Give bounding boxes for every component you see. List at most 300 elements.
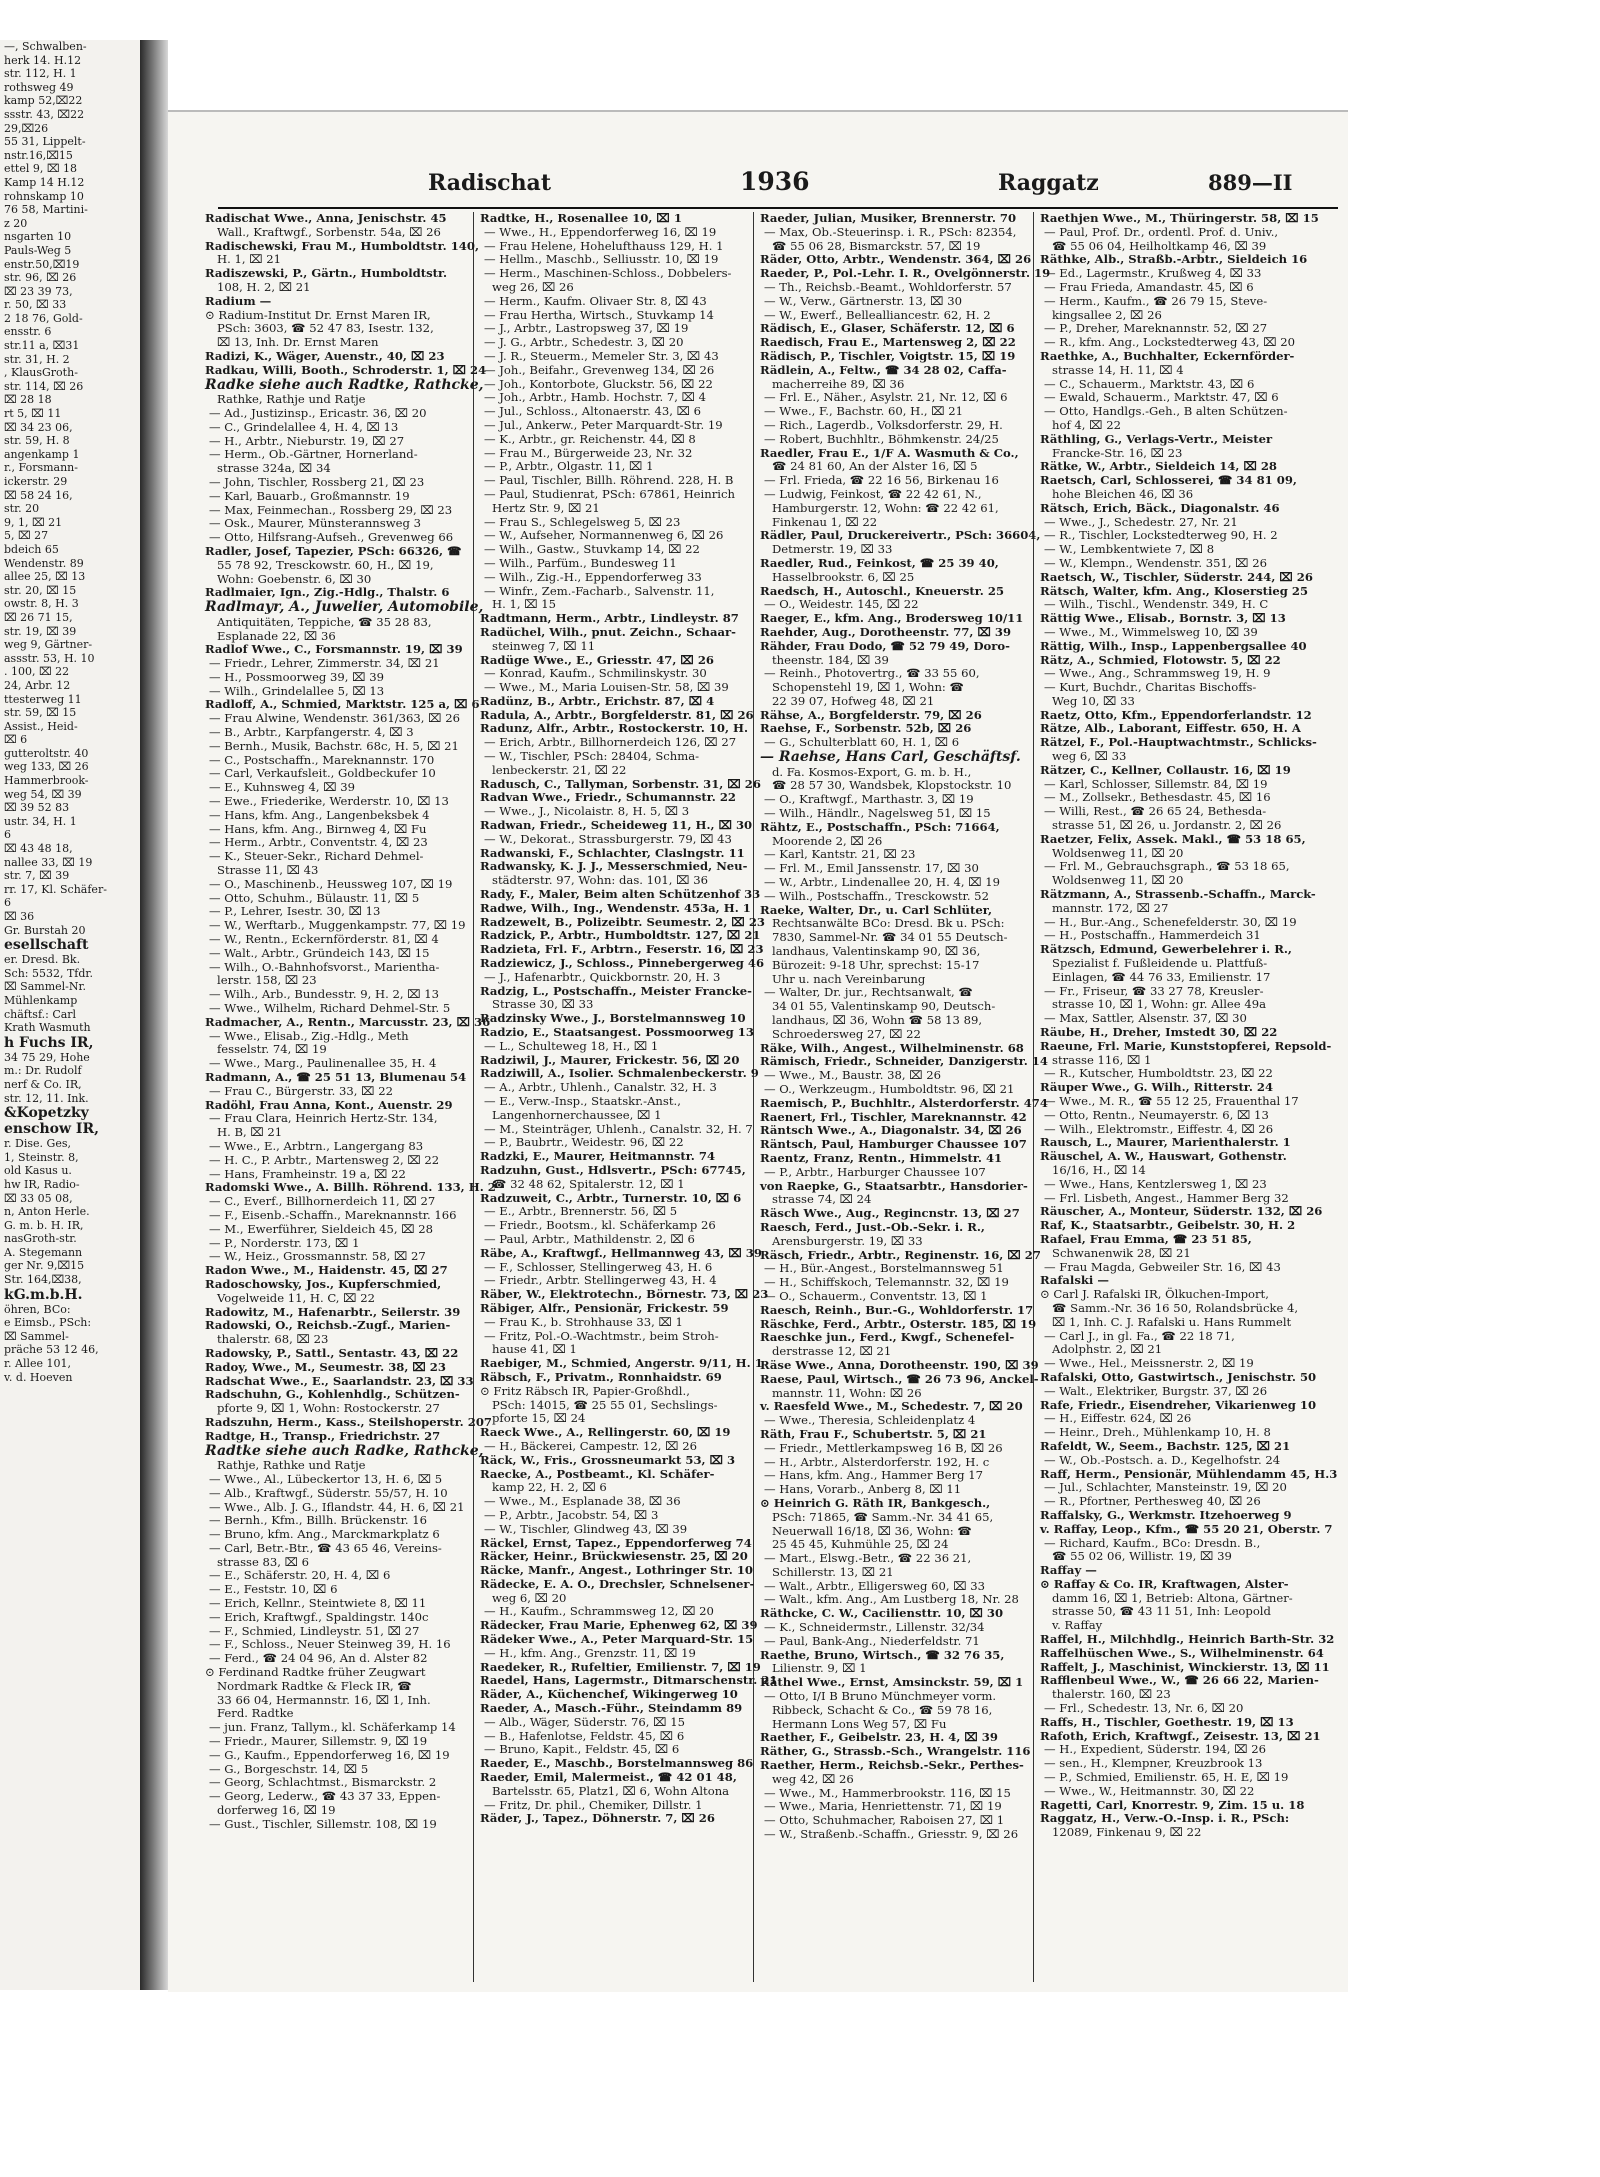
directory-entry: Radomski Wwe., A. Billh. Röhrend. 133, H. 2 <box>205 1180 496 1195</box>
directory-entry: Radtke, H., Rosenallee 10, ⌧ 1 <box>480 211 682 225</box>
left-page-line: 9, 1, ⌧ 21 <box>4 515 63 529</box>
directory-entry: Radöhl, Frau Anna, Kont., Auenstr. 29 <box>205 1097 453 1112</box>
directory-entry: — W., Ewerf., Bellealliancestr. 62, H. 2 <box>764 307 991 322</box>
directory-entry: Antiquitäten, Teppiche, ☎ 35 28 83, <box>217 614 432 629</box>
directory-entry: hof 4, ⌧ 22 <box>1052 417 1121 432</box>
left-page-line: weg 9, Gärtner- <box>4 638 93 652</box>
directory-entry: — Herm., Ob.-Gärtner, Hornerland- <box>209 447 418 462</box>
directory-entry: Raf, K., Staatsarbtr., Geibelstr. 30, H. 2 <box>1040 1218 1296 1233</box>
directory-entry: — E., Schäferstr. 20, H. 4, ⌧ 6 <box>209 1568 391 1583</box>
directory-entry: Rafalski — <box>1040 1273 1109 1288</box>
directory-entry: — Th., Reichsb.-Beamt., Wohldorferstr. 57 <box>764 279 1012 294</box>
directory-entry: Radzinsky Wwe., J., Borstelmannsweg 10 <box>480 1011 746 1026</box>
directory-entry: 108, H. 2, ⌧ 21 <box>217 279 311 294</box>
directory-entry: — H., kfm. Ang., Grenzstr. 11, ⌧ 19 <box>484 1645 696 1660</box>
directory-entry: Räth, Frau F., Schubertstr. 5, ⌧ 21 <box>760 1426 987 1441</box>
directory-entry: Strasse 30, ⌧ 33 <box>492 997 594 1012</box>
directory-entry: — Friedr., Maurer, Sillemstr. 9, ⌧ 19 <box>209 1734 428 1749</box>
directory-entry: Rafeldt, W., Seem., Bachstr. 125, ⌧ 21 <box>1040 1438 1291 1453</box>
directory-entry: mannstr. 172, ⌧ 27 <box>1052 900 1169 915</box>
directory-entry: Lilienstr. 9, ⌧ 1 <box>772 1661 867 1676</box>
directory-entry: Räthel Wwe., Ernst, Amsinckstr. 59, ⌧ 1 <box>760 1675 1024 1690</box>
directory-entry: Radon Wwe., M., Haidenstr. 45, ⌧ 27 <box>205 1263 448 1278</box>
directory-entry: Raenert, Frl., Tischler, Mareknannstr. 42 <box>760 1109 1027 1124</box>
directory-entry: — Herm., Maschinen-Schloss., Dobbelers- <box>484 266 732 281</box>
directory-entry: Räck, W., Fris., Grossneumarkt 53, ⌧ 3 <box>480 1452 736 1467</box>
directory-entry: Raethe, Bruno, Wirtsch., ☎ 32 76 35, <box>760 1647 1005 1662</box>
directory-entry: — Willi, Rest., ☎ 26 65 24, Bethesda- <box>1044 804 1267 819</box>
directory-entry: v. Raffay, Leop., Kfm., ☎ 55 20 21, Oberstr. 7 <box>1040 1521 1333 1536</box>
directory-entry: ☎ 32 48 62, Spitalerstr. 12, ⌧ 1 <box>492 1176 685 1191</box>
directory-entry: Räuscher, A., Monteur, Süderstr. 132, ⌧ 26 <box>1040 1204 1323 1219</box>
directory-entry: Bartelsstr. 65, Platz1, ⌧ 6, Wohn Altona <box>492 1783 730 1798</box>
directory-entry: — Karl, Schlosser, Sillemstr. 84, ⌧ 19 <box>1044 776 1268 791</box>
directory-entry: H. B, ⌧ 21 <box>217 1125 283 1140</box>
directory-entry: Raemisch, P., Buchhltr., Alsterdorferstr. 474 <box>760 1095 1048 1110</box>
directory-entry: Radoschowsky, Jos., Kupferschmied, <box>205 1276 442 1291</box>
directory-entry: — Hans, kfm. Ang., Langenbeksbek 4 <box>209 807 430 822</box>
directory-entry: Raetsch, Carl, Schlosserei, ☎ 34 81 09, <box>1040 473 1297 488</box>
directory-entry: — Max, Sattler, Alsenstr. 37, ⌧ 30 <box>1044 1011 1247 1026</box>
directory-entry: Radmacher, A., Rentn., Marcusstr. 23, ⌧ 36 <box>205 1014 491 1029</box>
directory-entry: Radowitz, M., Hafenarbtr., Seilerstr. 39 <box>205 1304 461 1319</box>
left-page-line: ⌧ 36 <box>4 910 35 923</box>
directory-entry: Wohn: Goebenstr. 6, ⌧ 30 <box>217 571 372 586</box>
left-page-line: str. 96, ⌧ 26 <box>4 271 77 285</box>
directory-entry: — Wwe., M., Wimmelsweg 10, ⌧ 39 <box>1044 624 1258 639</box>
left-page-line: &Kopetzky <box>4 1105 89 1122</box>
directory-entry: Rätz, A., Schmied, Flotowstr. 5, ⌧ 22 <box>1040 652 1281 667</box>
directory-entry: — Fritz, Pol.-O.-Wachtmstr., beim Stroh- <box>484 1328 719 1343</box>
left-page-line: ⌧ 39 52 83 <box>4 801 70 815</box>
directory-entry: ☎ Samm.-Nr. 36 16 50, Rolandsbrücke 4, <box>1052 1300 1299 1315</box>
directory-entry: — W., Verw., Gärtnerstr. 13, ⌧ 30 <box>764 293 962 308</box>
left-page-line: enstr.50,⌧19 <box>4 257 80 271</box>
directory-entry: — G., Kaufm., Eppendorferweg 16, ⌧ 19 <box>209 1747 450 1762</box>
directory-entry: Moorende 2, ⌧ 26 <box>772 833 883 848</box>
directory-entry: Radunz, Alfr., Arbtr., Rostockerstr. 10, H. <box>480 721 749 736</box>
directory-entry: — Reinh., Photovertrg., ☎ 33 55 60, <box>764 666 980 681</box>
directory-entry: — Frau Alwine, Wendenstr. 361/363, ⌧ 26 <box>209 711 460 726</box>
directory-entry: — Wwe., J., Nicolaistr. 8, H. 5, ⌧ 3 <box>484 804 690 819</box>
left-page-line: 29,⌧26 <box>4 121 49 135</box>
left-page-line: owstr. 8, H. 3 <box>4 597 79 611</box>
directory-entry: — H. C., P. Arbtr., Martensweg 2, ⌧ 22 <box>209 1152 440 1167</box>
left-page-line: ⌧ Sammel- <box>4 1329 69 1343</box>
directory-entry: — Frau C., Bürgerstr. 33, ⌧ 22 <box>209 1083 393 1098</box>
directory-entry: — O., Werkzeugm., Humboldtstr. 96, ⌧ 21 <box>764 1082 1015 1096</box>
directory-entry: Esplanade 22, ⌧ 36 <box>217 628 336 643</box>
directory-entry: Raedler, Rud., Feinkost, ☎ 25 39 40, <box>760 555 999 570</box>
directory-entry: — Frl. M., Emil Janssenstr. 17, ⌧ 30 <box>764 861 979 876</box>
left-page-line: 55 31, Lippelt- <box>4 135 86 149</box>
directory-entry: — Jul., Schloss., Altonaerstr. 43, ⌧ 6 <box>484 404 701 419</box>
directory-entry: Räbsch, F., Privatm., Ronnhaidstr. 69 <box>480 1369 722 1384</box>
left-page-line: ⌧ Sammel-Nr. <box>4 980 87 994</box>
directory-entry: thalerstr. 160, ⌧ 23 <box>1052 1687 1171 1702</box>
directory-entry: Rähder, Frau Dodo, ☎ 52 79 49, Doro- <box>760 638 1010 653</box>
directory-entry: Raeschke jun., Ferd., Kwgf., Schenefel- <box>760 1330 1015 1345</box>
directory-entry: Detmerstr. 19, ⌧ 33 <box>772 542 893 557</box>
left-page-line: A. Stegemann <box>4 1245 83 1259</box>
directory-entry: — Wwe., Theresia, Schleidenplatz 4 <box>764 1413 976 1428</box>
left-page-line: ickerstr. 29 <box>4 475 68 488</box>
directory-entry: — Wwe., Elisab., Zig.-Hdlg., Meth <box>209 1028 409 1043</box>
directory-entry: ⊙ Carl J. Rafalski IR, Ölkuchen-Import, <box>1040 1287 1269 1302</box>
directory-entry: — E., Feststr. 10, ⌧ 6 <box>209 1582 338 1597</box>
directory-entry: — Herm., Kaufm., ☎ 26 79 15, Steve- <box>1044 293 1268 308</box>
directory-entry: — R., Kutscher, Humboldtstr. 23, ⌧ 22 <box>1044 1066 1273 1081</box>
directory-entry: kingsallee 2, ⌧ 26 <box>1052 307 1162 322</box>
directory-entry: — Alb., Wäger, Süderstr. 76, ⌧ 15 <box>484 1714 685 1729</box>
left-page-line: ensstr. 6 <box>4 325 52 339</box>
left-page-line: 5, ⌧ 27 <box>4 529 49 543</box>
left-page-line: r., Forsmann- <box>4 461 78 475</box>
left-page-line: weg 54, ⌧ 39 <box>4 787 82 801</box>
directory-entry: Wall., Kraftwgf., Sorbenstr. 54a, ⌧ 26 <box>217 224 441 239</box>
directory-entry: — C., Everf., Billhornerdeich 11, ⌧ 27 <box>209 1194 436 1209</box>
directory-entry: ☎ 55 06 28, Bismarckstr. 57, ⌧ 19 <box>772 238 981 253</box>
directory-entry: — R., kfm. Ang., Lockstedterweg 43, ⌧ 20 <box>1044 335 1296 350</box>
directory-entry: — Hans, kfm. Ang., Hammer Berg 17 <box>764 1468 983 1483</box>
directory-entry: — M., Ewerführer, Sieldeich 45, ⌧ 28 <box>209 1221 434 1236</box>
directory-entry: — Carl J., in gl. Fa., ☎ 22 18 71, <box>1044 1328 1235 1343</box>
directory-entry: Raeune, Frl. Marie, Kunststopferei, Repsold- <box>1040 1038 1332 1053</box>
directory-entry: — Joh., Kontorbote, Gluckstr. 56, ⌧ 22 <box>484 376 713 391</box>
directory-entry: — Wwe., Maria, Henriettenstr. 71, ⌧ 19 <box>764 1799 1002 1814</box>
directory-entry: Raehder, Aug., Dorotheenstr. 77, ⌧ 39 <box>760 624 1012 639</box>
directory-entry: ⊙ Ferdinand Radtke früher Zeugwart <box>205 1665 426 1680</box>
directory-entry: Rätze, Alb., Laborant, Eiffestr. 650, H. A <box>1040 721 1301 736</box>
header-rule <box>218 207 1338 209</box>
directory-entry: Radler, Josef, Tapezier, PSch: 66326, ☎ <box>205 543 462 558</box>
directory-entry: — C., Schauerm., Marktstr. 43, ⌧ 6 <box>1044 376 1255 391</box>
left-page-line: str. 7, ⌧ 39 <box>4 869 70 883</box>
directory-entry: strasse 324a, ⌧ 34 <box>217 461 331 476</box>
directory-entry: lenbeckerstr. 21, ⌧ 22 <box>492 762 627 777</box>
directory-entry: Raeke, Walter, Dr., u. Carl Schlüter, <box>760 902 992 917</box>
directory-entry: Schroedersweg 27, ⌧ 22 <box>772 1026 921 1041</box>
directory-entry: Raethke, A., Buchhalter, Eckernförder- <box>1040 348 1295 363</box>
directory-entry: — Wwe., M., Hammerbrookstr. 116, ⌧ 15 <box>764 1785 1011 1800</box>
left-page-line: ustr. 34, H. 1 <box>4 814 77 828</box>
directory-entry: Radowski, O., Reichsb.-Zugf., Marien- <box>205 1318 451 1333</box>
directory-entry: Raether, Herm., Reichsb.-Sekr., Perthes- <box>760 1758 1024 1773</box>
directory-entry: Raether, F., Geibelstr. 23, H. 4, ⌧ 39 <box>760 1730 998 1745</box>
directory-entry: — R., Tischler, Lockstedterweg 90, H. 2 <box>1044 528 1278 543</box>
left-page-line: nallee 33, ⌧ 19 <box>4 855 93 869</box>
left-page-line: ssstr. 43, ⌧22 <box>4 107 85 121</box>
directory-entry: ⊙ Heinrich G. Räth IR, Bankgesch., <box>760 1495 991 1510</box>
directory-entry: — P., Lehrer, Isestr. 30, ⌧ 13 <box>209 904 381 919</box>
left-page-line: ⌧ 23 39 73, <box>4 284 73 298</box>
directory-entry: Raentz, Franz, Rentn., Himmelstr. 41 <box>760 1150 1003 1165</box>
directory-entry: — Karl, Bauarb., Großmannstr. 19 <box>209 488 410 503</box>
directory-entry: strasse 50, ☎ 43 11 51, Inh: Leopold <box>1052 1604 1271 1619</box>
directory-entry: — G., Schulterblatt 60, H. 1, ⌧ 6 <box>764 735 960 750</box>
directory-entry: — J. R., Steuerm., Memeler Str. 3, ⌧ 43 <box>484 348 719 363</box>
directory-entry: — Walt., kfm. Ang., Am Lustberg 18, Nr. 28 <box>764 1592 1019 1607</box>
directory-entry: — Jul., Schlachter, Mansteinstr. 19, ⌧ 20 <box>1044 1480 1287 1495</box>
left-page-line: 34 75 29, Hohe <box>4 1050 90 1064</box>
directory-entry: — Paul, Tischler, Billh. Röhrend. 228, H. B <box>484 473 734 488</box>
left-page-line: ettel 9, ⌧ 18 <box>4 162 78 176</box>
directory-entry: — B., Arbtr., Karpfangerstr. 4, ⌧ 3 <box>209 725 414 740</box>
directory-entry: — Konrad, Kaufm., Schmilinskystr. 30 <box>484 666 707 681</box>
directory-entry: Radzick, P., Arbtr., Humboldtstr. 127, ⌧ 21 <box>480 928 761 943</box>
left-page-line: ⌧ 6 <box>4 733 28 747</box>
directory-entry: — Friedr., Bootsm., kl. Schäferkamp 26 <box>484 1218 716 1233</box>
directory-entry: Raedel, Hans, Lagermstr., Ditmarschenstr. 21 <box>480 1673 778 1688</box>
directory-entry: — Wwe., Hel., Meissnerstr. 2, ⌧ 19 <box>1044 1356 1254 1371</box>
directory-entry: — Wwe., Al., Lübeckertor 13, H. 6, ⌧ 5 <box>209 1471 443 1486</box>
directory-entry: Radwanski, F., Schlachter, Claslngstr. 11 <box>480 845 745 860</box>
directory-entry: Räber, W., Elektrotechn., Börnestr. 73, ⌧ 23 <box>480 1287 769 1302</box>
left-page-line: assstr. 53, H. 10 <box>4 651 95 665</box>
left-page-line: str. 20 <box>4 502 40 516</box>
left-page-line: str. 112, H. 1 <box>4 67 77 81</box>
directory-columns <box>205 211 1338 1982</box>
directory-entry: — Frau Frieda, Amandastr. 45, ⌧ 6 <box>1044 279 1254 294</box>
directory-entry: — J., Hafenarbtr., Quickbornstr. 20, H. 3 <box>484 969 721 984</box>
directory-entry: — Frau Hertha, Wirtsch., Stuvkamp 14 <box>484 307 714 322</box>
directory-entry: Radschuhn, G., Kohlenhdlg., Schützen- <box>205 1387 460 1402</box>
directory-entry: Bürozeit: 9-18 Uhr, sprechst: 15-17 <box>772 957 980 972</box>
directory-entry: — Wwe., H., Eppendorferweg 16, ⌧ 19 <box>484 224 717 239</box>
directory-entry: Radwe, Wilh., Ing., Wendenstr. 453a, H. 1 <box>480 900 751 915</box>
directory-entry: Rätzsch, Edmund, Gewerbelehrer i. R., <box>1040 942 1292 957</box>
directory-entry: 22 39 07, Hofweg 48, ⌧ 21 <box>772 693 935 708</box>
directory-entry: Rätsch, Walter, kfm. Ang., Kloserstieg 25 <box>1040 583 1309 598</box>
directory-entry: Räke, Wilh., Angest., Wilhelminenstr. 68 <box>760 1040 1024 1055</box>
left-page-line: öhren, BCo: <box>4 1302 71 1316</box>
directory-entry: Rähse, A., Borgfelderstr. 79, ⌧ 26 <box>760 707 982 722</box>
directory-entry: lerstr. 158, ⌧ 23 <box>217 973 317 988</box>
directory-entry: — H., Bäckerei, Campestr. 12, ⌧ 26 <box>484 1438 697 1453</box>
directory-entry: Raffelhüschen Wwe., S., Wilhelminenstr. 64 <box>1040 1645 1324 1660</box>
directory-entry: PSch: 3603, ☎ 52 47 83, Isestr. 132, <box>217 321 434 336</box>
left-page-line: chäftsf.: Carl <box>4 1007 77 1021</box>
directory-entry: — Frl. M., Gebrauchsgraph., ☎ 53 18 65, <box>1044 859 1290 874</box>
directory-entry: — Rich., Lagerdb., Volksdorferstr. 29, H. <box>764 417 1003 432</box>
directory-entry: — Paul, Prof. Dr., ordentl. Prof. d. Univ., <box>1044 224 1279 239</box>
directory-entry: Radloff, A., Schmied, Marktstr. 125 a, ⌧ 6 <box>205 697 480 712</box>
directory-entry: Rädeker Wwe., A., Peter Marquard-Str. 15 <box>480 1632 754 1647</box>
directory-entry: Raeger, E., kfm. Ang., Brodersweg 10/11 <box>760 611 1024 626</box>
directory-entry: — Paul, Arbtr., Mathildenstr. 2, ⌧ 6 <box>484 1231 695 1246</box>
directory-entry: H. 1, ⌧ 15 <box>492 597 557 612</box>
directory-entry: — C., Postschaffn., Mareknannstr. 170 <box>209 752 435 767</box>
left-page-line: Assist., Heid- <box>4 719 78 733</box>
directory-entry: Raeder, P., Pol.-Lehr. I. R., Ovelgönnerstr. 19 <box>760 266 1051 281</box>
left-page-line: Mühlenkamp <box>4 993 78 1007</box>
directory-entry: Neuerwall 16/18, ⌧ 36, Wohn: ☎ <box>772 1523 972 1538</box>
directory-entry: Schillerstr. 13, ⌧ 21 <box>772 1564 894 1579</box>
left-page-line: str. 12, 11. Ink. <box>4 1091 89 1105</box>
directory-entry: — Walt., Arbtr., Gründeich 143, ⌧ 15 <box>209 945 430 960</box>
directory-entry: — Frau S., Schlegelsweg 5, ⌧ 23 <box>484 514 681 529</box>
directory-entry: Radzewelt, B., Polizeibtr. Seumestr. 2, ⌧ 23 <box>480 914 765 929</box>
directory-entry: — W., Tischler, Glindweg 43, ⌧ 39 <box>484 1521 688 1536</box>
directory-entry: — Ad., Justizinsp., Ericastr. 36, ⌧ 20 <box>209 405 427 420</box>
directory-entry: — W., Arbtr., Lindenallee 20, H. 4, ⌧ 19 <box>764 875 1001 890</box>
directory-entry: Langenhornerchaussee, ⌧ 1 <box>492 1107 662 1122</box>
directory-entry: — W., Ob.-Postsch. a. D., Kegelhofstr. 24 <box>1044 1452 1281 1467</box>
directory-entry: Spezialist f. Fußleidende u. Plattfuß- <box>1052 956 1268 971</box>
directory-entry: — O., Schauerm., Conventstr. 13, ⌧ 1 <box>764 1288 988 1303</box>
directory-entry: Radischat Wwe., Anna, Jenischstr. 45 <box>205 211 447 225</box>
directory-entry: PSch: 71865, ☎ Samm.-Nr. 34 41 65, <box>772 1509 994 1524</box>
directory-entry: — Walter, Dr. jur., Rechtsanwalt, ☎ <box>764 985 973 1000</box>
directory-entry: Räther, G., Strassb.-Sch., Wrangelstr. 116 <box>760 1744 1031 1759</box>
directory-entry: — Mart., Elswg.-Betr., ☎ 22 36 21, <box>764 1551 972 1566</box>
directory-entry: — H., Expedient, Süderstr. 194, ⌧ 26 <box>1044 1742 1266 1757</box>
left-page-line: , KlausGroth- <box>4 366 78 380</box>
left-page-line: er. Dresd. Bk. <box>4 953 81 967</box>
directory-entry: fesselstr. 74, ⌧ 19 <box>217 1042 327 1057</box>
directory-entry: — Wwe., J., Schedestr. 27, Nr. 21 <box>1044 514 1238 529</box>
left-page-line: rohnskamp 10 <box>4 189 84 203</box>
directory-entry: Raff, Herm., Pensionär, Mühlendamm 45, H.3 <box>1040 1466 1338 1481</box>
left-page-line: Str. 164,⌧38, <box>4 1273 82 1287</box>
directory-entry: — Wwe., E., Arbtrn., Langergang 83 <box>209 1138 424 1153</box>
directory-entry: Raedsch, H., Autoschl., Kneuerstr. 25 <box>760 583 1005 598</box>
directory-entry: — Herm., Kaufm. Olivaer Str. 8, ⌧ 43 <box>484 293 707 308</box>
directory-entry: Raggatz, H., Verw.-O.-Insp. i. R., PSch: <box>1040 1811 1290 1826</box>
left-page-line: str. 20, ⌧ 15 <box>4 583 77 597</box>
directory-entry: — Bruno, Kapit., Feldstr. 45, ⌧ 6 <box>484 1742 680 1757</box>
directory-entry: Ragetti, Carl, Knorrestr. 9, Zim. 15 u. 18 <box>1040 1797 1305 1812</box>
directory-entry: — H., Eiffestr. 624, ⌧ 26 <box>1044 1411 1192 1426</box>
left-page-line: hw IR, Radio- <box>4 1177 80 1191</box>
directory-entry: — M., Steinträger, Uhlenh., Canalstr. 32, H. 7 <box>484 1121 753 1136</box>
column-3 <box>760 211 1051 1982</box>
directory-entry: Raffel, H., Milchhdlg., Heinrich Barth-Str. 32 <box>1040 1632 1335 1647</box>
directory-entry: Rädler, Paul, Druckereivertr., PSch: 36604, <box>760 528 1041 543</box>
directory-entry: — O., Weidestr. 145, ⌧ 22 <box>764 597 919 612</box>
directory-entry: — Frau K., b. Strohhause 33, ⌧ 1 <box>484 1314 683 1329</box>
directory-entry: — Wilh., Tischl., Wendenstr. 349, H. C <box>1044 597 1269 612</box>
left-page-line: str. 59, H. 8 <box>4 434 70 448</box>
directory-entry: — Wilh., Grindelallee 5, ⌧ 13 <box>209 683 385 698</box>
left-page-line: bdeich 65 <box>4 542 59 556</box>
directory-page <box>168 110 1348 1992</box>
directory-entry: Adolphstr. 2, ⌧ 21 <box>1052 1342 1163 1357</box>
directory-entry: Woldsenweg 11, ⌧ 20 <box>1052 845 1184 860</box>
header-year: 1936 <box>740 167 810 196</box>
directory-entry: — P., Arbtr., Harburger Chaussee 107 <box>764 1164 986 1179</box>
directory-entry: — W., Aufseher, Normannenweg 6, ⌧ 26 <box>484 528 724 543</box>
directory-entry: Nordmark Radtke & Fleck IR, ☎ <box>217 1678 412 1693</box>
left-page-line: Krath Wasmuth <box>4 1021 91 1035</box>
directory-entry: strasse 74, ⌧ 24 <box>772 1192 872 1207</box>
directory-entry: Räcke, Manfr., Angest., Lothringer Str. 10 <box>480 1563 753 1578</box>
left-page-line: ger Nr. 9,⌧15 <box>4 1259 85 1273</box>
left-page-line: weg 133, ⌧ 26 <box>4 760 89 774</box>
directory-entry: Finkenau 1, ⌧ 22 <box>772 514 878 529</box>
directory-entry: Räntsch, Paul, Hamburger Chaussee 107 <box>760 1137 1027 1152</box>
directory-entry: Raeck Wwe., A., Rellingerstr. 60, ⌧ 19 <box>480 1425 731 1440</box>
directory-entry: 55 78 92, Tresckowstr. 60, H., ⌧ 19, <box>217 557 434 572</box>
directory-entry: — K., Steuer-Sekr., Richard Dehmel- <box>209 849 424 864</box>
directory-entry: — Wilh., O.-Bahnhofsvorst., Marientha- <box>209 959 440 974</box>
directory-entry: Rady, F., Maler, Beim alten Schützenhof 33 <box>480 887 761 902</box>
left-page-line: n, Anton Herle. <box>4 1205 90 1219</box>
directory-entry: Räsch Wwe., Aug., Regincnstr. 13, ⌧ 27 <box>760 1206 1020 1221</box>
directory-entry: Raffelt, J., Maschinist, Winckierstr. 13, ⌧ 11 <box>1040 1659 1330 1674</box>
directory-entry: Raetz, Otto, Kfm., Eppendorferlandstr. 12 <box>1040 707 1312 722</box>
left-page-line: Kamp 14 H.12 <box>4 175 85 189</box>
directory-entry: Rathke, Rathje und Ratje <box>217 392 366 407</box>
directory-entry: — Friedr., Mettlerkampsweg 16 B, ⌧ 26 <box>764 1440 1003 1455</box>
directory-entry: Schopenstehl 19, ⌧ 1, Wohn: ☎ <box>772 680 964 695</box>
directory-entry: PSch: 14015, ☎ 25 55 01, Sechslings- <box>492 1397 718 1412</box>
directory-entry: — O., Kraftwgf., Marthastr. 3, ⌧ 19 <box>764 792 974 807</box>
directory-entry: — Erich, Arbtr., Billhornerdeich 126, ⌧ 27 <box>484 735 737 750</box>
directory-entry: Radizi, K., Wäger, Auenstr., 40, ⌧ 23 <box>205 348 445 363</box>
left-page-line: ⌧ 28 18 <box>4 393 52 407</box>
directory-entry: Radiszewski, P., Gärtn., Humboldtstr. <box>205 266 448 281</box>
directory-entry: — H., Arbtr., Nieburstr. 19, ⌧ 27 <box>209 433 405 448</box>
directory-entry: — F., Schmied, Lindleystr. 51, ⌧ 27 <box>209 1623 420 1638</box>
directory-entry: — Frl. E., Näher., Asylstr. 21, Nr. 12, ⌧ 6 <box>764 390 1008 405</box>
directory-entry: pforte 15, ⌧ 24 <box>492 1411 586 1426</box>
directory-entry: Räuschel, A. W., Hauswart, Gothenstr. <box>1040 1149 1287 1164</box>
directory-entry: — Wilh., Elektromstr., Eiffestr. 4, ⌧ 26 <box>1044 1121 1274 1136</box>
left-page-line: nerf & Co. IR, <box>4 1077 82 1091</box>
directory-entry: Räsch, Friedr., Arbtr., Reginenstr. 16, ⌧ 27 <box>760 1247 1041 1262</box>
directory-entry: Radmann, A., ☎ 25 51 13, Blumenau 54 <box>205 1070 467 1084</box>
directory-entry: — H., Arbtr., Alsterdorferstr. 192, H. c <box>764 1454 990 1469</box>
left-page-line: m.: Dr. Rudolf <box>4 1064 82 1078</box>
directory-entry: Räthke, Alb., Straßb.-Arbtr., Sieldeich 16 <box>1040 252 1308 267</box>
left-page-line: kamp 52,⌧22 <box>4 94 83 108</box>
left-page-line: 6 <box>4 828 11 842</box>
directory-entry: Räbiger, Alfr., Pensionär, Frickestr. 59 <box>480 1300 729 1315</box>
directory-entry: ⊙ Fritz Räbsch IR, Papier-Großhdl., <box>480 1383 690 1398</box>
directory-entry: — Paul, Bank-Ang., Niederfeldstr. 71 <box>764 1633 980 1648</box>
left-page-line: r. 50, ⌧ 33 <box>4 298 67 312</box>
directory-entry: Radzig, L., Postschaffn., Meister Francke- <box>480 983 752 998</box>
directory-entry: Radzuweit, C., Arbtr., Turnerstr. 10, ⌧ 6 <box>480 1190 742 1205</box>
page-number: 889—II <box>1208 170 1293 195</box>
directory-entry: Raetsch, W., Tischler, Süderstr. 244, ⌧ 26 <box>1040 569 1313 584</box>
directory-entry: — J., Arbtr., Lastropsweg 37, ⌧ 19 <box>484 321 689 336</box>
directory-entry: — Friedr., Lehrer, Zimmerstr. 34, ⌧ 21 <box>209 656 440 671</box>
directory-entry: — Wilh., Parfüm., Bundesweg 11 <box>484 555 677 570</box>
directory-entry: Hermann Lons Weg 57, ⌧ Fu <box>772 1716 947 1731</box>
directory-entry: kamp 22, H. 2, ⌧ 6 <box>492 1480 607 1495</box>
left-page-line: h Fuchs IR, <box>4 1034 94 1051</box>
directory-entry: pforte 9, ⌧ 1, Wohn: Rostockerstr. 27 <box>217 1401 440 1416</box>
directory-entry: Räthcke, C. W., Caciliensttr. 10, ⌧ 30 <box>760 1606 1004 1621</box>
directory-entry: Uhr u. nach Vereinbarung <box>772 971 926 986</box>
left-page-line: 1, Steinstr. 8, <box>4 1150 79 1164</box>
directory-entry: — H., Bur.-Ang., Schenefelderstr. 30, ⌧ 19 <box>1044 914 1297 929</box>
directory-entry: Radlmayr, A., Juwelier, Automobile, <box>205 599 484 616</box>
directory-entry: — Erich, Kellnr., Steintwiete 8, ⌧ 11 <box>209 1596 427 1611</box>
left-page-line: ⌧ 58 24 16, <box>4 488 73 502</box>
directory-entry: — K., Schneidermstr., Lillenstr. 32/34 <box>764 1620 985 1635</box>
directory-entry: Rausch, L., Maurer, Marienthalerstr. 1 <box>1040 1135 1291 1150</box>
directory-entry: Radke siehe auch Radtke, Rathcke, <box>205 376 484 393</box>
directory-entry: Rätsch, Erich, Bäck., Diagonalstr. 46 <box>1040 500 1280 515</box>
directory-entry: Räder, Otto, Arbtr., Wendenstr. 364, ⌧ 26 <box>760 252 1032 267</box>
directory-entry: ⊙ Radium-Institut Dr. Ernst Maren IR, <box>205 307 431 322</box>
left-page-line: esellschaft <box>4 937 89 954</box>
directory-entry: — Otto, Rentn., Neumayerstr. 6, ⌧ 13 <box>1044 1107 1269 1122</box>
directory-entry: — K., Arbtr., gr. Reichenstr. 44, ⌧ 8 <box>484 431 696 446</box>
